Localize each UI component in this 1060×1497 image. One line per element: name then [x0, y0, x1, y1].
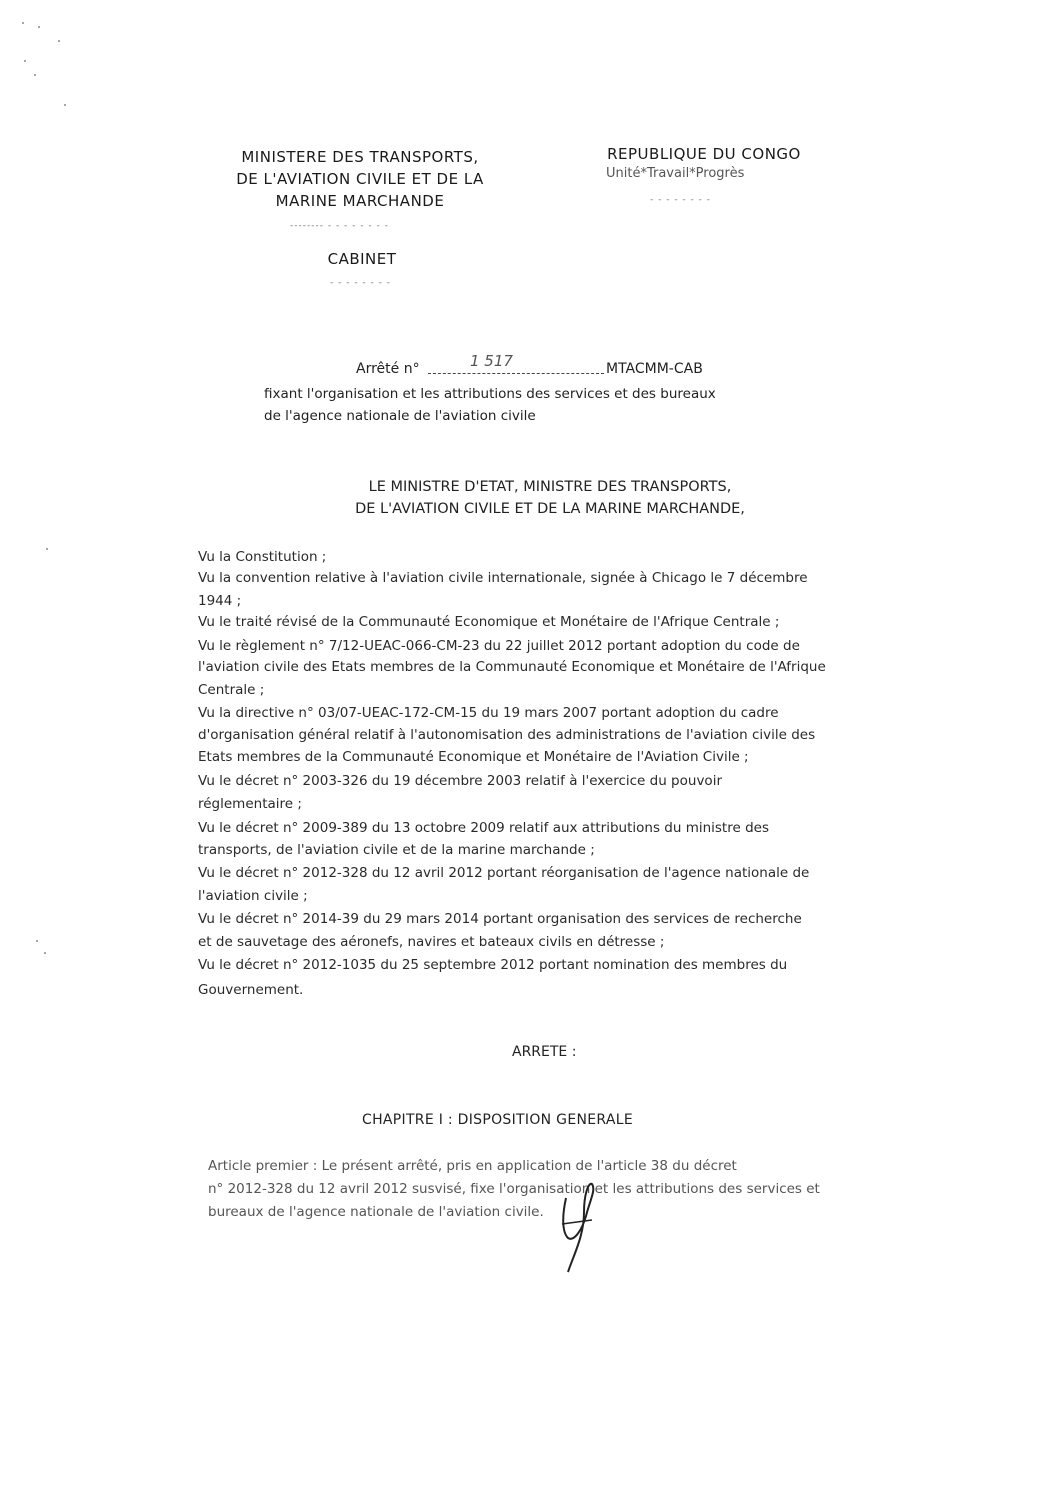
republic-separator: - - - - - - - -: [650, 195, 712, 205]
cabinet-separator: - - - - - - - -: [330, 278, 392, 288]
visa-line: et de sauvetage des aéronefs, navires et bateaux civils en détresse ;: [198, 934, 665, 950]
arrete-number-line: [428, 372, 604, 374]
visa-line: 1944 ;: [198, 593, 242, 609]
visa-line: Centrale ;: [198, 682, 265, 698]
paraph-signature: [552, 1176, 612, 1296]
visa-line: Vu le décret n° 2003-326 du 19 décembre 2003 relatif à l'exercice du pouvoir: [198, 773, 722, 789]
ministry-header: [190, 146, 530, 212]
arrete-suffix: MTACMM-CAB: [606, 361, 703, 377]
article-line-1: Article premier : Le présent arrêté, pris en application de l'article 38 du décret: [208, 1158, 737, 1174]
article-line-2: n° 2012-328 du 12 avril 2012 susvisé, fixe l'organisation et les attributions des services et: [208, 1181, 820, 1197]
ministry-line-1: MINISTERE DES TRANSPORTS,: [241, 148, 479, 166]
visa-line: Vu la directive n° 03/07-UEAC-172-CM-15 du 19 mars 2007 portant adoption du cadre: [198, 705, 779, 721]
minister-line-2: DE L'AVIATION CIVILE ET DE LA MARINE MARCHANDE,: [355, 501, 745, 517]
visa-line: l'aviation civile des Etats membres de la Communauté Economique et Monétaire de l'Afrique: [198, 659, 826, 675]
visa-line: Vu la Constitution ;: [198, 549, 327, 565]
arrete-heading: ARRETE :: [512, 1044, 577, 1060]
arrete-number: 1 517: [470, 352, 513, 370]
visa-line: d'organisation général relatif à l'autonomisation des administrations de l'aviation civile des: [198, 727, 816, 743]
visa-line: l'aviation civile ;: [198, 888, 308, 904]
minister-line-1: LE MINISTRE D'ETAT, MINISTRE DES TRANSPORTS,: [368, 479, 732, 495]
visa-line: Vu le traité révisé de la Communauté Economique et Monétaire de l'Afrique Centrale ;: [198, 614, 780, 630]
arrete-subject-line-2: de l'agence nationale de l'aviation civile: [264, 408, 536, 424]
republic-title: REPUBLIQUE DU CONGO: [607, 145, 801, 163]
chapter-heading: CHAPITRE I : DISPOSITION GENERALE: [362, 1112, 633, 1128]
visa-line: Gouvernement.: [198, 982, 304, 998]
visa-line: Vu le décret n° 2009-389 du 13 octobre 2009 relatif aux attributions du ministre des: [198, 820, 769, 836]
arrete-subject-line-1: fixant l'organisation et les attributions des services et des bureaux: [264, 386, 716, 402]
visa-line: Vu le décret n° 2012-1035 du 25 septembre 2012 portant nomination des membres du: [198, 957, 788, 973]
visa-line: réglementaire ;: [198, 796, 302, 812]
visa-line: Vu le règlement n° 7/12-UEAC-066-CM-23 du 22 juillet 2012 portant adoption du code de: [198, 638, 800, 654]
ministry-line-3: MARINE MARCHANDE: [275, 192, 445, 210]
visa-line: Vu la convention relative à l'aviation civile internationale, signée à Chicago le 7 décembre: [198, 570, 808, 586]
visa-line: Vu le décret n° 2014-39 du 29 mars 2014 portant organisation des services de recherche: [198, 911, 802, 927]
arrete-label: Arrêté n°: [356, 361, 420, 377]
visa-line: transports, de l'aviation civile et de la marine marchande ;: [198, 842, 595, 858]
article-line-3: bureaux de l'agence nationale de l'aviation civile.: [208, 1204, 544, 1220]
cabinet-label: CABINET: [327, 250, 397, 268]
ministry-separator: -------- - - - - - - - -: [290, 221, 389, 231]
visa-line: Etats membres de la Communauté Economique et Monétaire de l'Aviation Civile ;: [198, 749, 749, 765]
republic-motto: Unité*Travail*Progrès: [606, 166, 745, 181]
ministry-line-2: DE L'AVIATION CIVILE ET DE LA: [236, 170, 484, 188]
visa-line: Vu le décret n° 2012-328 du 12 avril 2012 portant réorganisation de l'agence nationale de: [198, 865, 810, 881]
